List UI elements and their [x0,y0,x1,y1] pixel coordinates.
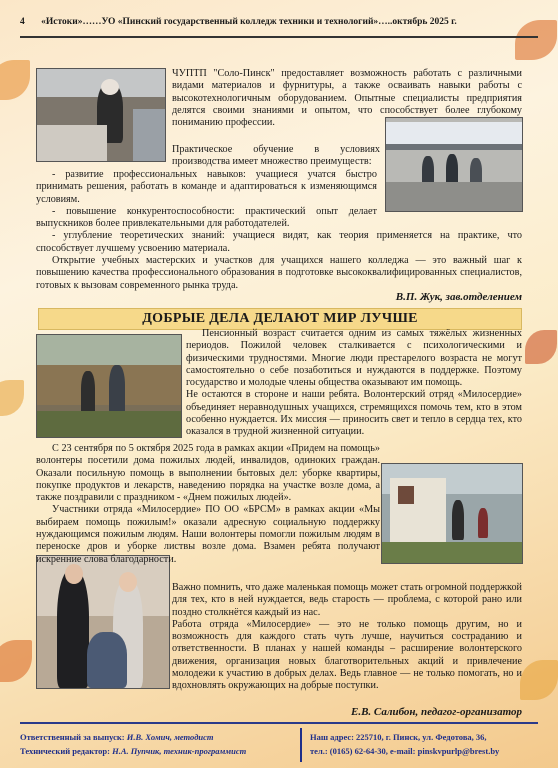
list-item: - углубление теоретических знаний: учащиеся видят, как теория применяется на практике, что способствует лучшему усвоению материала. [36,230,522,254]
value: Н.А. Пупчик, техник-программист [112,746,247,756]
page-footer [20,722,538,764]
paragraph: Важно помнить, что даже маленькая помощь может стать огромной поддержкой для тех, кто в ней нуждается, ведь старость — проблема, с которой рано или поздно столкнётся каждый из нас. [172,582,522,618]
article2-col3 [172,582,522,693]
article2-col2 [36,443,522,566]
photo-volunteers-elder [36,555,170,689]
photo-firewood-help [36,334,182,438]
footer-credits [20,730,290,758]
article2-signature: Е.В. Салибон, педагог-организатор [350,706,522,718]
paragraph: С 23 сентября по 5 октября 2025 года в рамках акции «Придем на помощь» волонтеры посетили дома пожилых людей, инвалидов, одиноких граждан. Оказали посильную помощь в выполнении бытовых дел: уборке квартиры, покупке продуктов и лекарств, наведению порядка на участке возле дома, а также поздравили с праздником - «Днем пожилых людей». [36,443,380,504]
paragraph: Участники отряда «Милосердие» ПО ОО «БРСМ» в рамках акции «Мы выбираем помощь пожилым!» оказали адресную социальную поддержку нуждающимся пожилым людям. Наши волонтеры помогли пожилым людям в переноске дров и уборке листвы возле дома. Взамен ребята получают искренние слова благодарности. [36,504,380,565]
footer-contacts [310,730,538,758]
article1-list [36,169,522,292]
label: Ответственный за выпуск: [20,732,125,742]
page-header [20,8,538,38]
paragraph: ЧУПТП "Соло-Пинск" предоставляет возможность работать с различными видами материалов и фурнитуры, а также осваивать навыки работы с высокотехнологичным оборудованием. Опытные специалисты предприятия делятся своими знаниями и опытом, что способствует более глубокому пониманию профессии. [172,68,522,129]
footer-divider [300,728,302,762]
address: Наш адрес: 225710, г. Пинск, ул. Федотова, 36, [310,732,487,742]
paragraph: Открытие учебных мастерских и участков для учащихся нашего колледжа — это важный шаг к повышению качества профессионального образования в подготовке высококвалифицированных специалистов, готовых к вызовам современного рынка труда. [36,255,522,291]
list-item: - развитие профессиональных навыков: учащиеся учатся быстро принимать решения, работать в команде и адаптироваться к изменяющимся условиям. [36,169,377,205]
contacts: тел.: (0165) 62-64-30, e-mail: pinskvpurlp@brest.by [310,746,500,756]
value: И.В. Хомич, методист [126,732,214,742]
label: Технический редактор: [20,746,110,756]
paragraph: Практическое обучение в условиях производства имеет множество преимуществ: [172,144,380,168]
article1-signature: В.П. Жук, зав.отделением [395,291,522,303]
article1-intro [172,68,522,129]
leaf-decoration [525,330,557,364]
running-title: «Истоки»……УО «Пинский государственный колледж техники и технологий»…..октябрь 2025 г. [41,17,457,27]
leaf-decoration [0,60,30,100]
paragraph: Не остаются в стороне и наши ребята. Волонтерский отряд «Милосердие» объединяет неравнодушных учащихся, стремящихся помочь тем, кто в этом особенно нуждается. Их миссия — приносить свет и тепло в сердца тех, кто оказался в трудной жизненной ситуации. [186,389,522,438]
paragraph: Работа отряда «Милосердие» — это не только помощь другим, но и возможность для каждого стать чуть лучше, научиться состраданию и ответственности. В планах у нашей команды – расширение волонтерского движения, организация новых благотворительных акций и привлечение молодежи к участию в добрых делах. Ведь главное — не только помогать, но и вдохновлять окружающих на добрые поступки. [172,618,522,692]
article1-body [172,144,380,169]
photo-sewing-workshop [36,68,166,162]
page-number: 4 [20,17,25,27]
article2-title: ДОБРЫЕ ДЕЛА ДЕЛАЮТ МИР ЛУЧШЕ [38,308,522,330]
leaf-decoration [0,640,32,682]
paragraph: Пенсионный возраст считается одним из самых тяжёлых жизненных периодов. Пожилой человек сталкивается с психологическими и физическими трудностями. Многие люди престарелого возраста не могут самостоятельно о себе позаботиться и нуждаются в поддержке. Поэтому государство и молодые члены общества оказывают им помощь. [186,328,522,389]
article2-col1 [186,328,522,439]
leaf-decoration [520,660,558,700]
list-item: - повышение конкурентоспособности: практический опыт делает выпускников более привлекательными для работодателей. [36,205,377,230]
leaf-decoration [0,380,24,416]
